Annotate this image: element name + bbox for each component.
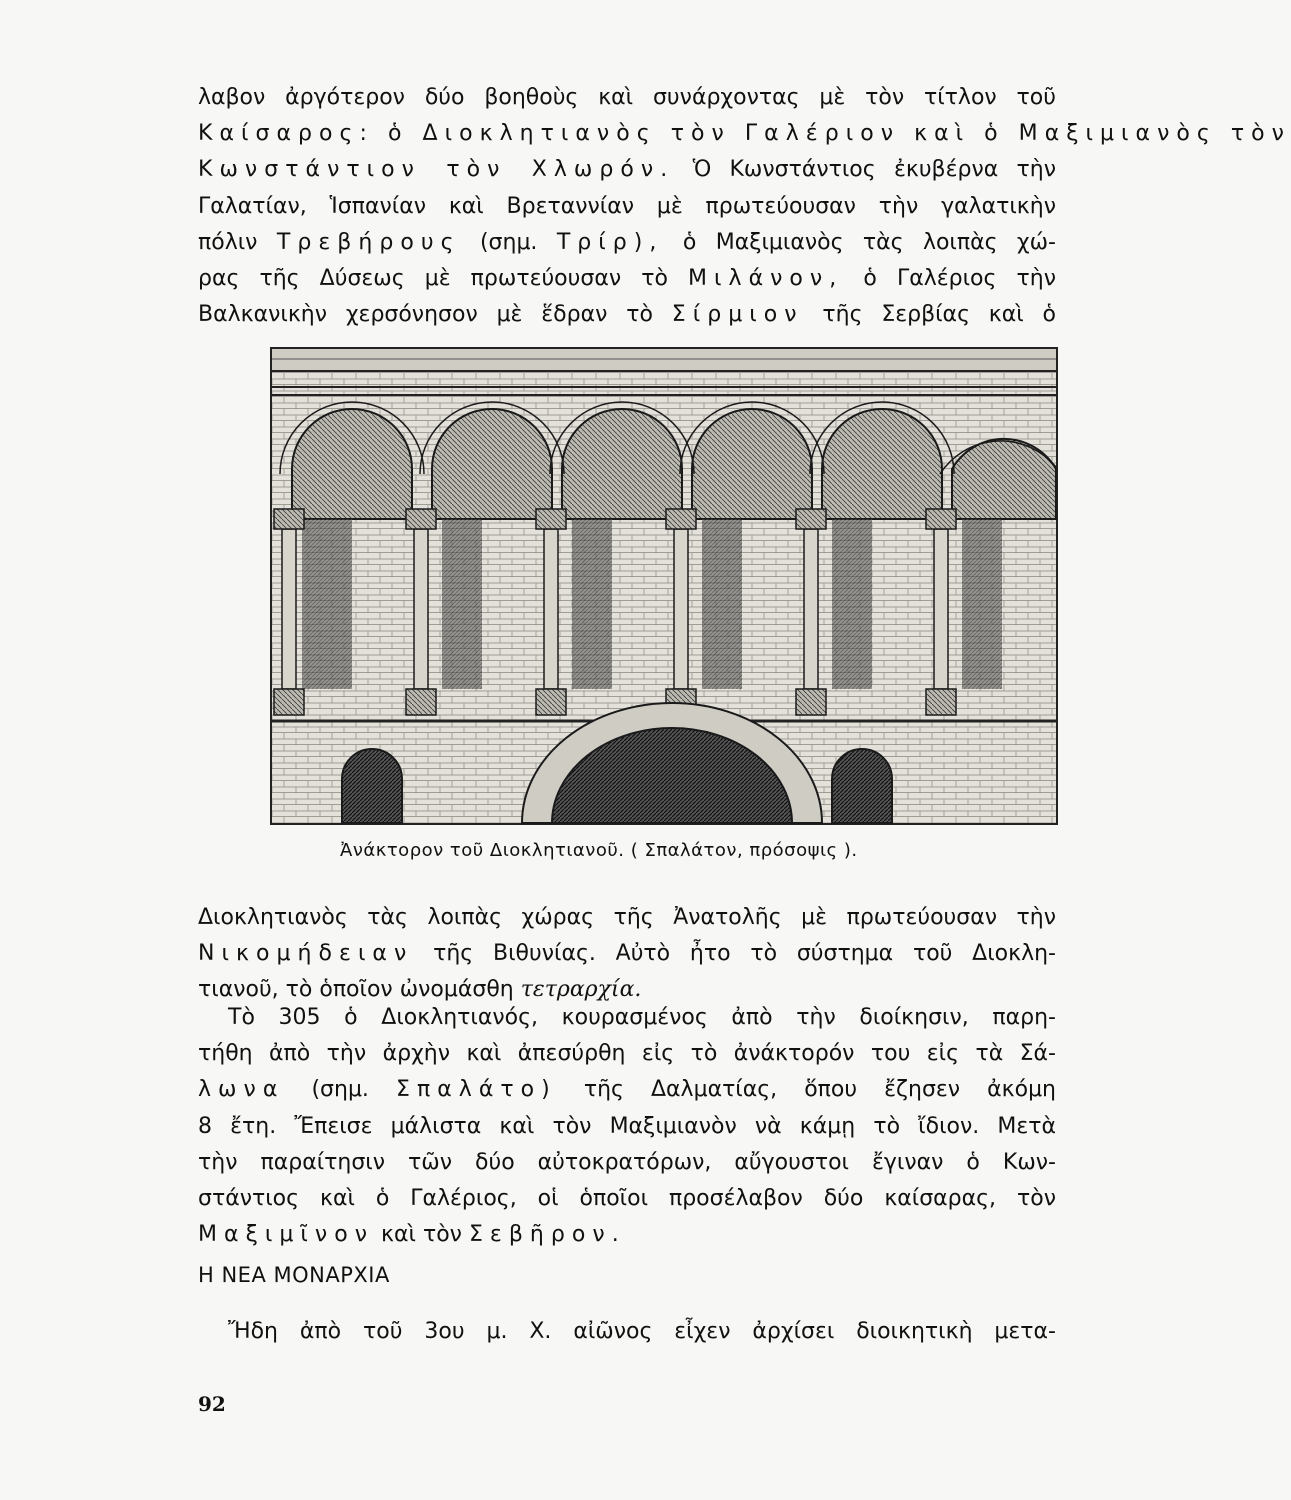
- text-line: Τὸ 305 ὁ Διοκλητιανός, κουρασμένος ἀπὸ τὴν διοίκησιν, παρη-: [228, 1005, 1056, 1030]
- text-line: Διοκλητιανὸς τὰς λοιπὰς χώρας τῆς Ἀνατολῆς μὲ πρωτεύουσαν τὴν: [198, 905, 1056, 930]
- paragraph-4: [198, 1314, 1056, 1350]
- text-line: [198, 936, 1056, 972]
- page-number: 92: [198, 1392, 226, 1416]
- spaced-name: Σεβῆρον.: [468, 1222, 626, 1248]
- text-line: Γαλατίαν, Ἱσπανίαν καὶ Βρεταννίαν μὲ πρωτεύουσαν τὴν γαλατικὴν: [198, 193, 1056, 219]
- text-fragment: ὁ Γαλέριος τὴν: [863, 266, 1056, 292]
- figure-caption: Ἀνάκτορον τοῦ Διοκλητιανοῦ. ( Σπαλάτον, πρόσοψις ).: [340, 840, 858, 861]
- text-line: Ἤδη ἀπὸ τοῦ 3ου μ. Χ. αἰῶνος εἶχεν ἀρχίσει διοικητικὴ μετα-: [228, 1319, 1056, 1344]
- text-fragment: Ὁ Κωνστάντιος ἐκυβέρνα τὴν: [692, 157, 1056, 183]
- text-line: [198, 261, 1056, 297]
- text-fragment: τιανοῦ, τὸ ὁποῖον ὠνομάσθη: [198, 977, 514, 1003]
- text-line: [198, 152, 1056, 188]
- spaced-name: Μιλάνον,: [688, 266, 844, 292]
- text-fragment: καὶ τὸν: [381, 1222, 462, 1248]
- paragraph-3: [198, 1000, 1056, 1253]
- text-line: στάντιος καὶ ὁ Γαλέριος, οἱ ὁποῖοι προσέλαβον δύο καίσαρας, τὸν: [198, 1186, 1056, 1212]
- spaced-name: Τρεβήρους: [276, 229, 461, 255]
- italic-term: τετραρχία.: [520, 977, 642, 1003]
- text-fragment: ὁ Μαξιμιανὸς τὰς λοιπὰς χώ-: [682, 229, 1056, 255]
- spaced-name: Σπαλάτο): [396, 1077, 557, 1103]
- text-fragment: τῆς Βιθυνίας. Αὐτὸ ἦτο τὸ σύστημα τοῦ Διοκλη-: [433, 941, 1056, 967]
- text-line: 8 ἔτη. Ἔπεισε μάλιστα καὶ τὸν Μαξιμιανὸν νὰ κάμῃ τὸ ἴδιον. Μετὰ: [198, 1113, 1056, 1139]
- text-fragment: ρας τῆς Δύσεως μὲ πρωτεύουσαν τὸ: [198, 266, 668, 292]
- section-heading: Η ΝΕΑ ΜΟΝΑΡΧΙΑ: [198, 1263, 390, 1287]
- palace-engraving: [270, 347, 1058, 825]
- text-line: [198, 297, 1056, 333]
- text-fragment: (σημ.: [311, 1077, 369, 1103]
- spaced-name: Νικομήδειαν: [198, 941, 414, 967]
- text-line: λαβον ἀργότερον δύο βοηθοὺς καὶ συνάρχοντας μὲ τὸν τίτλον τοῦ: [198, 85, 1056, 110]
- paragraph-2: [198, 900, 1056, 1009]
- spaced-name: Σίρμιον: [671, 302, 804, 328]
- text-fragment: τῆς Σερβίας καὶ ὁ: [822, 302, 1057, 328]
- text-line: [198, 1217, 1056, 1253]
- text-line: τήθη ἀπὸ τὴν ἀρχὴν καὶ ἀπεσύρθη εἰς τὸ ἀνάκτορόν του εἰς τὰ Σά-: [198, 1041, 1056, 1067]
- arcade-illustration: [272, 349, 1056, 823]
- spaced-name: Τρίρ),: [556, 229, 664, 255]
- text-fragment: πόλιν: [198, 229, 258, 255]
- spaced-name: Μαξιμῖνον: [198, 1222, 375, 1248]
- text-fragment: (σημ.: [479, 229, 538, 255]
- spaced-name: λωνα: [198, 1077, 285, 1103]
- text-fragment: Βαλκανικὴν χερσόνησον μὲ ἕδραν τὸ: [198, 302, 653, 328]
- text-fragment: τῆς Δαλματίας, ὅπου ἔζησεν ἀκόμη: [583, 1077, 1057, 1103]
- paragraph-1: [198, 80, 1291, 333]
- spaced-term: Καίσαρος: ὁ Διοκλητιανὸς τὸν Γαλέριον καὶ ὁ Μαξιμιανὸς τὸν: [198, 121, 1291, 147]
- text-line: [198, 225, 1056, 261]
- text-line: τὴν παραίτησιν τῶν δύο αὐτοκρατόρων, αὔγουστοι ἔγιναν ὁ Κων-: [198, 1149, 1056, 1175]
- spaced-name: Κωνστάντιον τὸν Χλωρόν.: [198, 157, 675, 183]
- text-line: [198, 116, 1291, 152]
- text-line: [198, 1072, 1056, 1108]
